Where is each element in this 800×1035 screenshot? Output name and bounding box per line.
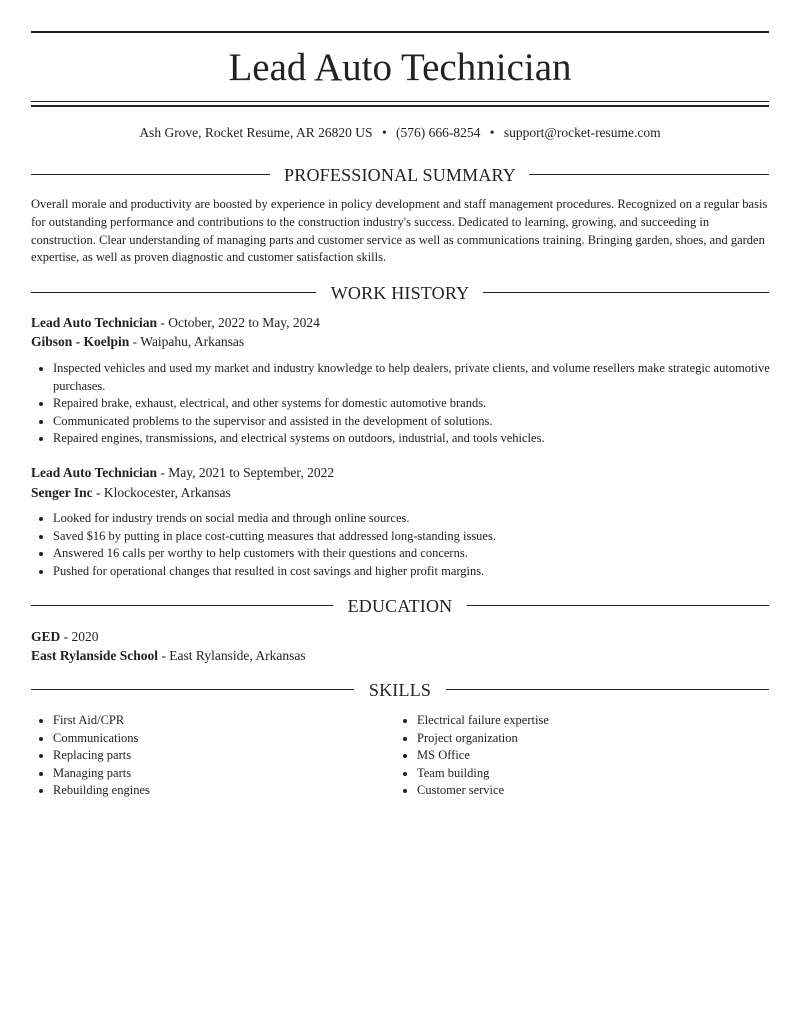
contact-separator: • (489, 125, 495, 140)
education-degree-line (31, 628, 769, 646)
list-item: • MS Office (417, 747, 777, 765)
skills-list-left (31, 712, 393, 800)
top-rule (31, 31, 769, 33)
job-title: Lead Auto Technician (31, 315, 158, 330)
job-company-line (31, 484, 769, 502)
contact-phone: (576) 666-8254 (396, 125, 481, 140)
list-item: • Communications (53, 730, 393, 748)
job-location: - Klockocester, Arkansas (92, 485, 231, 500)
work-section-heading (31, 281, 769, 305)
job-bullets (31, 360, 783, 448)
list-item: • Team building (417, 765, 777, 783)
list-item: • Saved $16 by putting in place cost-cutting measures that addressed long-standing issues. (53, 528, 783, 546)
contact-address: Ash Grove, Rocket Resume, AR 26820 US (139, 125, 373, 140)
list-item: • Answered 16 calls per worthy to help customers with their questions and concerns. (53, 545, 783, 563)
job-bullets (31, 510, 783, 580)
summary-section-heading (31, 163, 769, 187)
work-heading: WORK HISTORY (330, 283, 470, 303)
list-item: • Managing parts (53, 765, 393, 783)
education-school: East Rylanside School (31, 648, 159, 663)
summary-heading: PROFESSIONAL SUMMARY (284, 165, 516, 185)
skills-section-heading (31, 678, 769, 702)
list-item: • First Aid/CPR (53, 712, 393, 730)
job-dates: - May, 2021 to September, 2022 (157, 465, 335, 480)
skills-list-right (395, 712, 777, 800)
list-item: • Replacing parts (53, 747, 393, 765)
education-location: - East Rylanside, Arkansas (158, 648, 306, 663)
education-year: - 2020 (60, 629, 99, 644)
contact-email: support@rocket-resume.com (503, 125, 661, 140)
job-title-line (31, 464, 769, 482)
contact-separator: • (381, 125, 387, 140)
job-dates: - October, 2022 to May, 2024 (157, 315, 320, 330)
title-rule-thick (31, 105, 769, 107)
job-company: Gibson - Koelpin (31, 334, 130, 349)
education-school-line (31, 647, 769, 665)
job-location: - Waipahu, Arkansas (129, 334, 245, 349)
list-item: • Project organization (417, 730, 777, 748)
job-company-line (31, 333, 769, 351)
list-item: • Inspected vehicles and used my market and industry knowledge to help dealers, private clients, and volume resellers make strategic automotive purchases. (53, 360, 783, 395)
list-item: • Pushed for operational changes that resulted in cost savings and higher profit margins. (53, 563, 783, 581)
list-item: • Electrical failure expertise (417, 712, 777, 730)
contact-line (0, 124, 800, 142)
list-item: • Repaired engines, transmissions, and electrical systems on outdoors, industrial, and tools vehicles. (53, 430, 783, 448)
list-item: • Repaired brake, exhaust, electrical, and other systems for domestic automotive brands. (53, 395, 783, 413)
summary-text: Overall morale and productivity are boosted by experience in policy development and staff management procedures. Recognized on a regular basis for outstanding performance and contributions to the construction industry's success. Dedicated to learning, growing, and succeeding in construction. Clear understanding of managing parts and customer service as well as communications training. Bringing garden, shoes, and garden expertise, as well as proven diagnostic and customer satisfaction skills. (31, 197, 768, 265)
list-item: • Looked for industry trends on social media and through online sources. (53, 510, 783, 528)
title-rule-thin (31, 101, 769, 102)
education-heading: EDUCATION (347, 596, 453, 616)
resume-title: Lead Auto Technician (228, 46, 572, 89)
education-section-heading (31, 594, 769, 618)
skills-heading: SKILLS (368, 680, 432, 700)
job-company: Senger Inc (31, 485, 93, 500)
job-title-line (31, 314, 769, 332)
list-item: • Communicated problems to the supervisor and assisted in the development of solutions. (53, 413, 783, 431)
education-degree: GED (31, 629, 61, 644)
list-item: • Customer service (417, 782, 777, 800)
list-item: • Rebuilding engines (53, 782, 393, 800)
job-title: Lead Auto Technician (31, 465, 158, 480)
